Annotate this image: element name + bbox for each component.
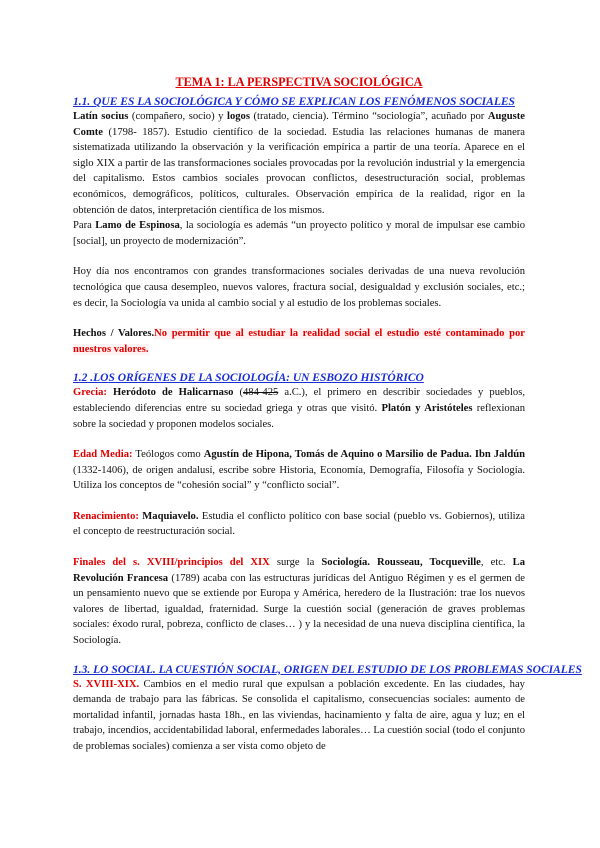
section-3-paragraph-1	[73, 677, 525, 755]
hechos-valores: Hechos / Valores.	[73, 328, 155, 340]
section-1-paragraph-1	[73, 109, 525, 218]
sociologia-authors: Sociología. Rousseau, Tocqueville	[321, 557, 481, 569]
text-run: (compañero, socio) y	[128, 111, 227, 122]
label-grecia: Grecia:	[73, 387, 107, 399]
text-run: (1798- 1857). Estudio científico de la sociedad. Estudia las relaciones humanas de manera sistematizada utilizando la observación y la verificación empírica a partir de una teoría. Aparece en el siglo XIX a partir de las transformaciones sociales provocadas por la revolución industrial y la emergencia del capitalismo. Estos cambios sociales provocan conflictos, desestructuración social, problemas económicos, demográficos, políticos, culturales. Observación empírica de la realidad, rigor en la obtención de datos, interpretación científica de los mismos.	[73, 126, 525, 216]
highlighted-note: No permitir que al estudiar la realidad social el estudio esté contaminado por nuestros valores.	[73, 328, 525, 355]
text-run: , la sociología es además “un proyecto político y moral de impulsar ese cambio [social], un proyecto de modernización”.	[73, 220, 525, 247]
paragraph-edad-media	[73, 447, 525, 494]
text-run: surge la	[269, 557, 322, 569]
section-1-paragraph-3: Hoy día nos encontramos con grandes transformaciones sociales derivadas de una nueva revolución tecnológica que causa desempleo, nuevos valores, fractura social, desigualdad y exclusión sociales, etc.; es decir, la Sociología va unida al cambio social y al estudio de los problemas sociales.	[73, 266, 525, 309]
text-run: (tratado, ciencia). Término “sociología”, acuñado por	[249, 111, 488, 122]
latin-socius: Latín socius	[73, 111, 129, 122]
document-content	[73, 75, 582, 755]
text-run: Estudia el conflicto político con base social (pueblo vs. Gobiernos), utiliza el concepto de reestructuración social.	[73, 510, 525, 538]
text-run: (1789) acaba con las estructuras jurídicas del Antiguo Régimen y es el germen de un pensamiento nuevo que se extiende por Europa y América, heredero de la Ilustración: trae los nuevos valores de libertad, igualdad, fraternidad. Surge la cuestión social (generación de graves problemas sociales: éxodo rural, pobreza, conflicto de clases… ) y la necesidad de una nueva disciplina científica, la Sociología.	[73, 572, 525, 647]
text-run: Teólogos como	[132, 449, 204, 461]
struck-dates: 484-425	[242, 387, 279, 399]
text-run: (	[233, 387, 243, 399]
herodoto: Heródoto de Halicarnaso	[113, 387, 234, 399]
page-title: TEMA 1: LA PERSPECTIVA SOCIOLÓGICA	[175, 75, 423, 89]
section-3-heading: 1.3. LO SOCIAL. LA CUESTIÓN SOCIAL, ORIGEN DEL ESTUDIO DE LOS PROBLEMAS SOCIALES	[73, 663, 582, 676]
text-run: a.C.), el primero en describir sociedades y pueblos, estableciendo diferencias entre su sociedad griega y otras que visitó.	[73, 387, 525, 414]
text-run: reflexionan sobre la sociedad y proponen modelos sociales.	[73, 402, 525, 430]
text-run: Cambios en el medio rural que expulsan a población excedente. En las ciudades, hay demanda de trabajo para las fábricas. Se consolida el capitalismo, consecuencias sociales: aumento de mortalidad infantil, jornadas hasta 18h., en las viviendas, hacinamiento y falta de aire, agua y luz; en el trabajo, incendios, accidentabilidad laboral, enfermedades laborales… La cuestión social (todo el conjunto de problemas sociales) comienza a ser vista como objeto de	[73, 678, 525, 752]
platon-aristoteles: Platón y Aristóteles	[381, 402, 473, 414]
text-run: , etc.	[480, 557, 513, 569]
revolucion-francesa: La Revolución Francesa	[73, 557, 525, 584]
paragraph-finales	[73, 555, 525, 649]
section-1-paragraph-4	[73, 326, 525, 357]
medieval-authors: Agustín de Hipona, Tomás de Aquino o Marsilio de Padua. Ibn Jaldún	[203, 449, 526, 461]
label-renacimiento: Renacimiento:	[73, 510, 139, 522]
label-edad-media: Edad Media:	[73, 449, 133, 461]
maquiavelo: Maquiavelo.	[142, 510, 199, 522]
text-run: Para	[73, 220, 96, 232]
paragraph-renacimiento	[73, 509, 525, 540]
lamo-de-espinosa: Lamo de Espinosa	[95, 220, 180, 232]
label-siglos: S. XVIII-XIX.	[73, 678, 140, 690]
section-2-heading: 1.2 .LOS ORÍGENES DE LA SOCIOLOGÍA: UN ESBOZO HISTÓRICO	[73, 372, 424, 385]
auguste-comte: Auguste Comte	[73, 111, 525, 138]
section-1-heading: 1.1. QUE ES LA SOCIOLÓGICA Y CÓMO SE EXPLICAN LOS FENÓMENOS SOCIALES	[73, 96, 515, 108]
label-finales: Finales del s. XVIII/principios del XIX	[73, 557, 270, 569]
section-1-paragraph-2	[73, 218, 525, 249]
logos: logos	[227, 111, 250, 122]
text-run: (1332-1406), de origen andalusí, escribe sobre Historia, Economía, Demografía, Filosofía y Sociología. Utiliza los conceptos de “cohesión social” y “conflicto social”.	[73, 464, 525, 492]
paragraph-grecia	[73, 385, 525, 432]
